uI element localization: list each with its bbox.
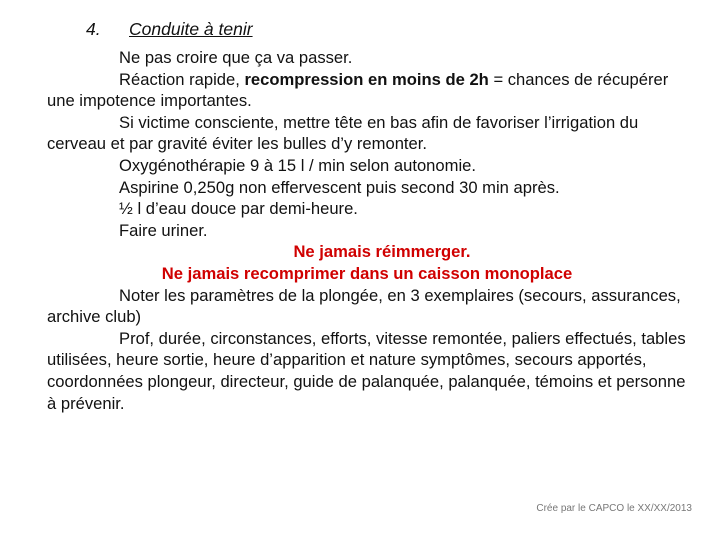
instruction-head-down: Si victime consciente, mettre tête en bas afin de favoriser l’irrigation du cerveau et par gravité éviter les bulles d’y remonter. (47, 112, 639, 154)
instruction-no-wait: Ne pas croire que ça va passer. (119, 48, 353, 67)
section-heading (86, 18, 253, 40)
warning-no-monoplace: Ne jamais recomprimer dans un caisson monoplace (161, 263, 573, 283)
footer-credit: Crée par le CAPCO le XX/XX/2013 (536, 503, 692, 514)
warning-no-reimmersion: Ne jamais réimmerger. (293, 242, 471, 262)
section-number: 4. (86, 19, 101, 39)
quick-reaction-suffix: = chances de récupérer une impotence importantes. (47, 69, 669, 111)
instruction-urinate: Faire uriner. (119, 220, 208, 240)
instruction-water: ½ l d’eau douce par demi-heure. (119, 199, 358, 219)
instruction-oxygen: Oxygénothérapie 9 à 15 l / min selon autonomie. (119, 155, 476, 175)
instruction-parameter-list: Prof, durée, circonstances, efforts, vitesse remontée, paliers effectués, tables utilisées, heure sortie, heure d’apparition et nature symptômes, secours apportés, coordonnées plongeur, directeur, guide de palanquée, palanquée, témoins et personne à prévenir. (47, 328, 686, 413)
recompression-emphasis: recompression en moins de 2h (244, 69, 489, 89)
instruction-record-parameters: Noter les paramètres de la plongée, en 3 exemplaires (secours, assurances, archive club) (47, 285, 681, 327)
slide-body (47, 47, 687, 414)
instruction-quick-reaction (47, 69, 687, 112)
instruction-aspirin: Aspirine 0,250g non effervescent puis second 30 min après. (119, 177, 560, 197)
quick-reaction-text: Réaction rapide, (119, 69, 245, 89)
section-title: Conduite à tenir (129, 19, 253, 39)
